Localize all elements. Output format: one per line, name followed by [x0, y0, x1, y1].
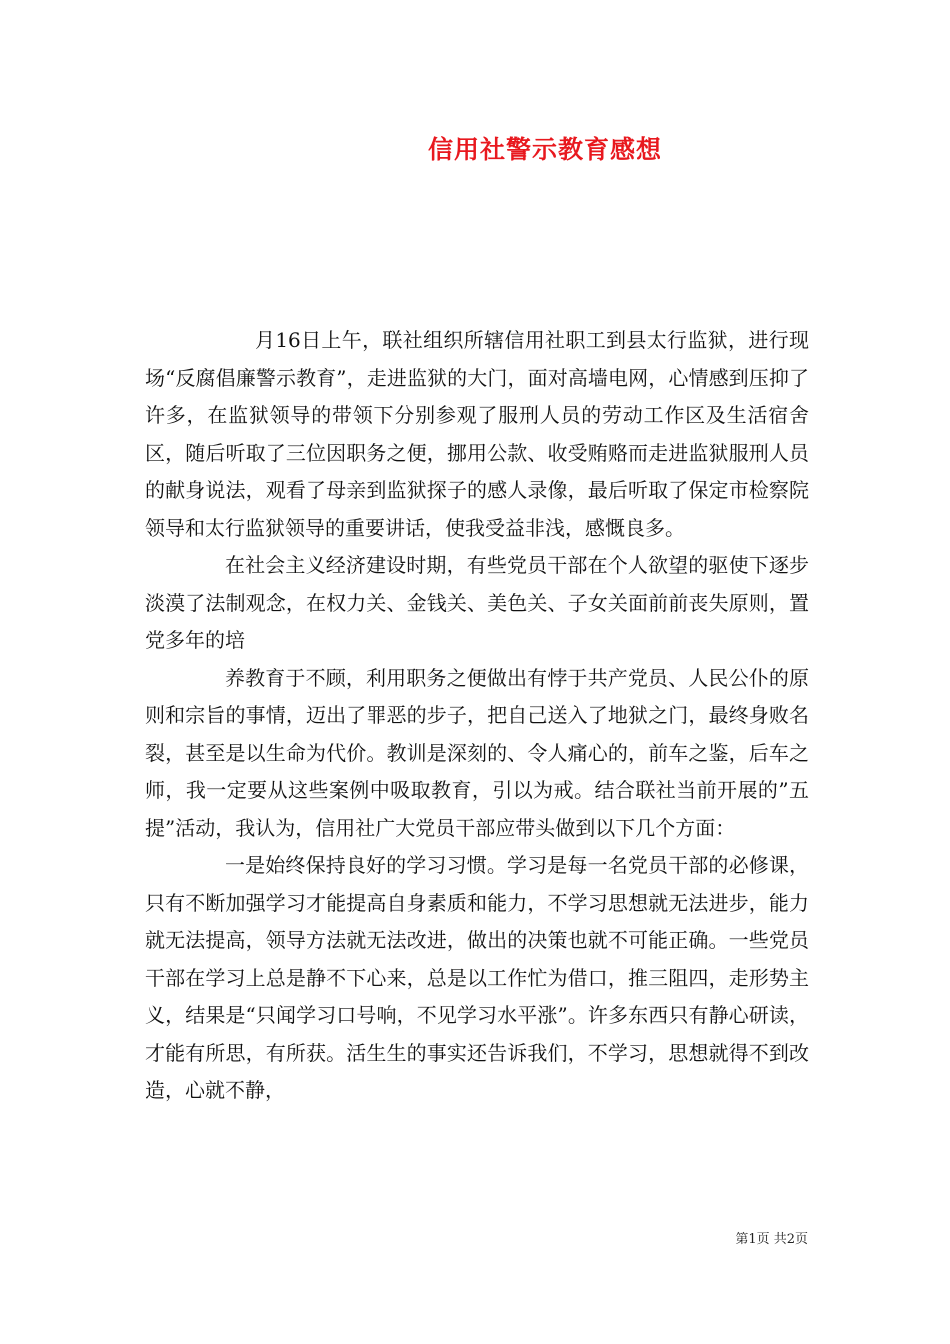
paragraph-1: 月16日上午，联社组织所辖信用社职工到县太行监狱，进行现场“反腐倡廉警示教育”，走进监狱的大门，面对高墙电网，心情感到压抑了许多，在监狱领导的带领下分别参观了服刑人员的劳动工作区及生活宿舍区，随后听取了三位因职务之便，挪用公款、收受贿赂而走进监狱服刑人员的献身说法，观看了母亲到监狱探子的感人录像，最后听取了保定市检察院领导和太行监狱领导的重要讲话，使我受益非浅，感慨良多。 — [145, 328, 809, 540]
page-title: 信用社警示教育感想 — [427, 135, 662, 164]
paragraph-4: 一是始终保持良好的学习习惯。学习是每一名党员干部的必修课，只有不断加强学习才能提高自身素质和能力，不学习思想就无法进步，能力就无法提高，领导方法就无法改进，做出的决策也就不可能正确。一些党员干部在学习上总是静不下心来，总是以工作忙为借口，推三阻四，走形势主义，结果是“只闻学习口号响，不见学习水平涨”。许多东西只有静心研读，才能有所思，有所获。活生生的事实还告诉我们，不学习，思想就得不到改造，心就不静， — [145, 853, 809, 1102]
paragraph-2: 在社会主义经济建设时期，有些党员干部在个人欲望的驱使下逐步淡漠了法制观念，在权力关、金钱关、美色关、子女关面前前丧失原则，置党多年的培 — [145, 553, 809, 652]
page-number: 第1页 共2页 — [735, 1232, 808, 1247]
document-body — [145, 322, 809, 1110]
paragraph-3: 养教育于不顾，利用职务之便做出有悖于共产党员、人民公仆的原则和宗旨的事情，迈出了罪恶的步子，把自己送入了地狱之门，最终身败名裂，甚至是以生命为代价。教训是深刻的、令人痛心的，前车之鉴，后车之师，我一定要从这些案例中吸取教育，引以为戒。结合联社当前开展的”五提”活动，我认为，信用社广大党员干部应带头做到以下几个方面： — [145, 665, 809, 840]
